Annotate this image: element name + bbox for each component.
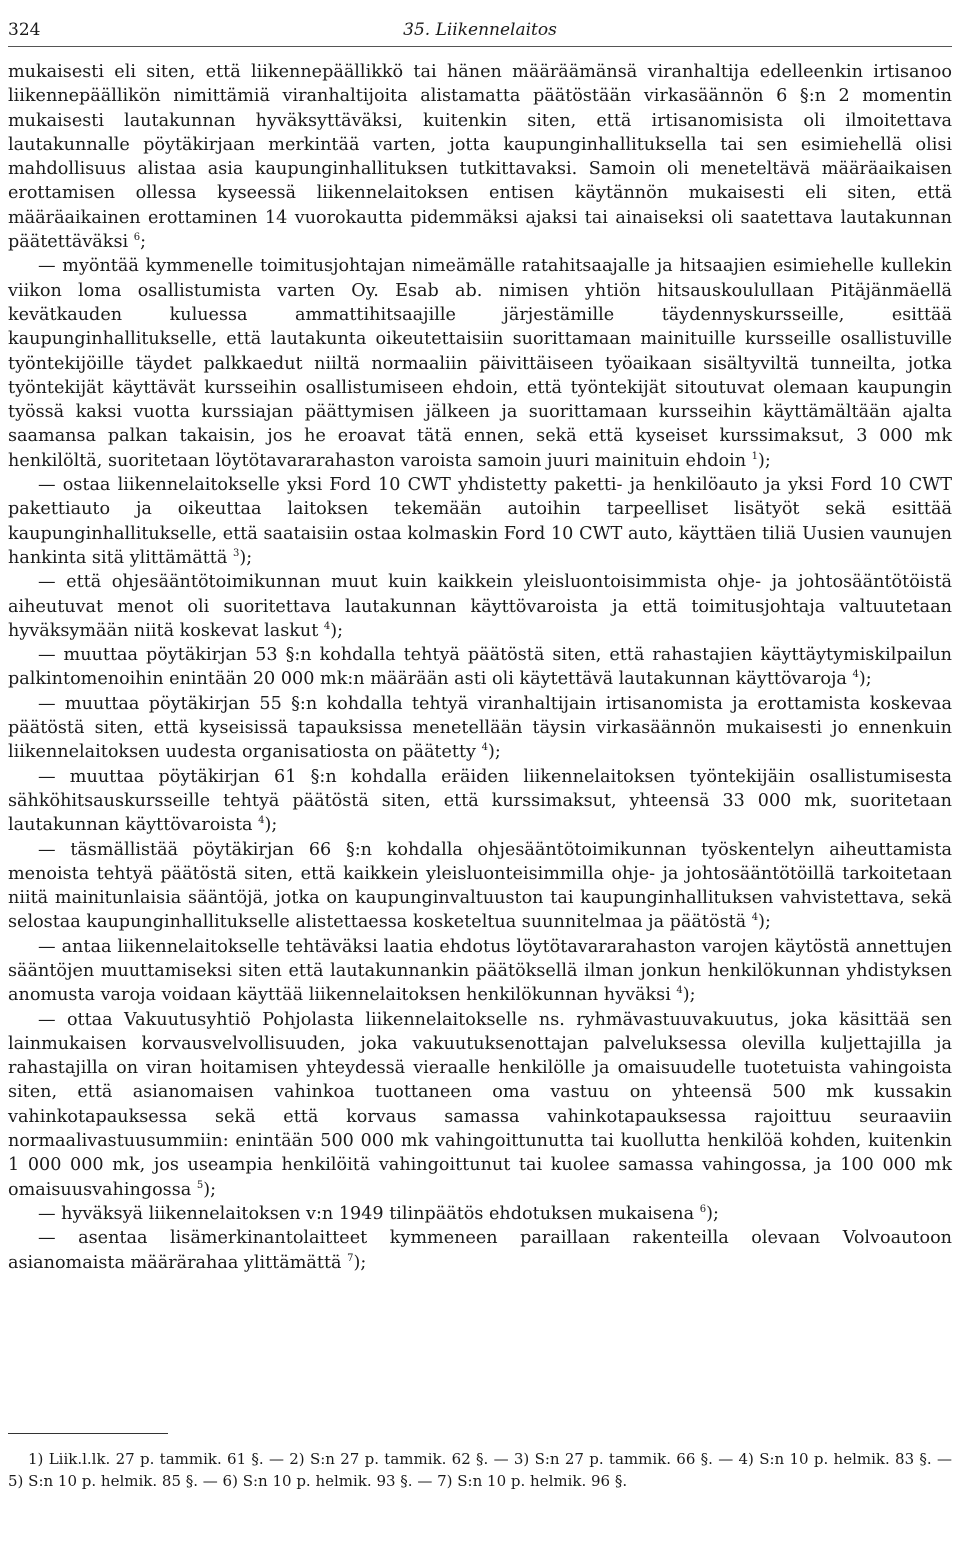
paragraph: — että ohjesääntötoimikunnan muut kuin kaikkein yleisluontoisimmista ohje- ja johtosääntötöistä aiheutuvat menot oli suoritettava lautakunnan käyttövaroista ja että toimitusjohtaja valtuutetaan hyväksymään niitä koskevat laskut $^4$);	[8, 572, 952, 641]
paragraph: — ostaa liikennelaitokselle yksi Ford 10 CWT yhdistetty paketti- ja henkilöauto ja yksi Ford 10 CWT pakettiauto ja oikeuttaa laitoksen tekemään autoihin tarpeelliset lisätyöt sekä esittää kaupunginhallitukselle, että saataisiin ostaa kolmaskin Ford 10 CWT auto, käyttäen tiliä Uusien vaunujen hankinta sitä ylittämättä $^3$);	[8, 475, 952, 568]
paragraph: — muuttaa pöytäkirjan 53 §:n kohdalla tehtyä päätöstä siten, että rahastajien käyttäytymiskilpailun palkintomenoihin enintään 20 000 mk:n määrään asti oli käytettävä lautakunnan käyttövaroja $^4$);	[8, 645, 952, 690]
footnote-ref: 3	[232, 547, 240, 559]
footnote-ref: 1	[751, 450, 759, 462]
footnote-rule	[8, 1433, 168, 1434]
page-header	[8, 14, 952, 48]
footnote-ref: 4	[852, 669, 859, 681]
footnote-ref: 7	[347, 1252, 354, 1264]
page-number: 324	[8, 20, 41, 40]
footnote-ref: 4	[323, 620, 331, 632]
paragraph: — asentaa lisämerkinantolaitteet kymmeneen paraillaan rakenteilla olevaan Volvoautoon asianomaista määrärahaa ylittämättä $^7$);	[8, 1228, 952, 1273]
footnote-text: 1) Liik.l.lk. 27 p. tammik. 61 §. — 2) S:n 27 p. tammik. 62 §. — 3) S:n 27 p. tammik. 66 §. — 4) S:n 10 p. helmik. 83 §. — 5) S:n 10 p. helmik. 85 §. — 6) S:n 10 p. helmik. 93 §. — 7) S:n 10 p. helmik. 96 §.	[8, 1450, 952, 1490]
footnote-ref: 6	[133, 232, 141, 244]
footnote-ref: 5	[196, 1179, 204, 1191]
paragraph: — antaa liikennelaitokselle tehtäväksi laatia ehdotus löytötavararahaston varojen käytöstä annettujen sääntöjen muuttamiseksi siten että lautakunnankin päätöksellä ilman jonkun henkilökunnan yhdistyksen anomusta varoja voidaan käyttää liikennelaitoksen henkilökunnan hyväksi $^4$);	[8, 936, 952, 1006]
paragraph: — täsmällistää pöytäkirjan 66 §:n kohdalla ohjesääntötoimikunnan työskentelyn aiheuttamista menoista tehtyä päätöstä siten, että kaikkein yleisluonteisimmilla ohje- ja johtosääntötöillä tarkoitetaan niitä mainitunlaisia sääntöjä, jotka on kaupunginvaltuuston tai kaupunginhallituksen vahvistettava, sekä selostaa kaupunginhallitukselle alistettaessa kosketeltua suunnitelmaa ja päätöstä $^4$);	[8, 839, 952, 933]
paragraph: — muuttaa pöytäkirjan 55 §:n kohdalla tehtyä viranhaltijain irtisanomista ja erottamista koskevaa päätöstä siten, että kyseisissä tapauksissa menetellään täysin virkasäännön mukaisesti jo ennenkuin liikennelaitoksen uudesta organisatiosta on päätetty $^4$);	[8, 693, 952, 763]
footnote-ref: 4	[751, 912, 759, 924]
running-head: 35. Liikennelaitos	[403, 20, 557, 40]
body-text	[8, 60, 952, 1275]
header-rule	[8, 46, 952, 47]
paragraph: — myöntää kymmenelle toimitusjohtajan nimeämälle ratahitsaajalle ja hitsaajien esimiehelle kullekin viikon loma osallistumista varten Oy. Esab ab. nimisen yhtiön hitsauskoulullaan Pitäjänmäellä kevätkauden kuluessa ammattihitsaajille järjestämille täydennyskursseille, esittää kaupunginhallitukselle, että lautakunta oikeutettaisiin suorittamaan mainituille kursseille osallistuville työntekijöille täydet palkkaedut niiltä normaaliin päivittäiseen työaikaan sisältyviltä tunneilta, jotka työntekijät käyttävät kursseihin osallistumiseen ehdoin, että työntekijät sitoutuvat olemaan kaupungin työssä kaksi vuotta kurssiajan päättymisen jälkeen ja suorittamaan kursseihin käyttämältään ajalta saamansa palkan takaisin, jos he eroavat tätä ennen, sekä että kyseiset kurssimaksut, 3 000 mk henkilöltä, suoritetaan löytötavararahaston varoista samoin juuri mainituin ehdoin $^1$);	[8, 256, 952, 471]
paragraph: — hyväksyä liikennelaitoksen v:n 1949 tilinpäätös ehdotuksen mukaisena $^6$);	[38, 1203, 719, 1224]
footnotes	[8, 1448, 952, 1492]
paragraph: — muuttaa pöytäkirjan 61 §:n kohdalla eräiden liikennelaitoksen työntekijäin osallistumisesta sähköhitsauskursseille tehtyä päätöstä siten, että kurssimaksut, yhteensä 33 000 mk, suoritetaan lautakunnan käyttövaroista $^4$);	[8, 766, 952, 836]
paragraph: mukaisesti eli siten, että liikennepäällikkö tai hänen määräämänsä viranhaltija edelleenkin irtisanoo liikennepäällikön nimittämiä viranhaltijoita alistamatta päätöstään virkasäännön 6 §:n 2 momentin mukaisesti lautakunnan hyväksyttäväksi, kuitenkin siten, että irtisanomisista oli ilmoitettava lautakunnalle pöytäkirjaan merkintää varten, jotta kaupunginhallituksella tai sen esimiehellä olisi mahdollisuus alistaa asia kaupunginhallituksen tutkittavaksi. Samoin oli meneteltävä määräaikaisen erottamisen ollessa kyseessä liikennelaitoksen entisen käytännön mukaisesti eli siten, että määräaikainen erottaminen 14 vuorokautta pidemmäksi ajaksi tai ainaiseksi oli saatettava lautakunnan päätettäväksi $^6$;	[8, 62, 952, 253]
paragraph: — ottaa Vakuutusyhtiö Pohjolasta liikennelaitokselle ns. ryhmävastuuvakuutus, joka käsittää sen lainmukaisen korvausvelvollisuuden, joka vakuutuksenottajan palveluksessa olevilla kuljettajilla ja rahastajilla on viran hoitamisen yhteydessä vieraalle henkilölle ja omaisuudelle tuotetuista vahingoista siten, että asianomaisen vahinkoa tuottaneen oma vastuu on yhteensä 500 mk kussakin vahinkotapauksessa sekä että korvaus samassa vahinkotapauksessa rajoittuu seuraaviin normaalivastuusummiin: enintään 500 000 mk vahingoittunutta tai kuollutta henkilöä kohden, kuitenkin 1 000 000 mk, jos useampia henkilöitä vahingoittunut tai kuolee samassa vahingossa, ja 100 000 mk omaisuusvahingossa $^5$);	[8, 1009, 952, 1200]
footnote-ref: 4	[481, 742, 488, 754]
footnote-ref: 4	[676, 985, 683, 997]
footnote-ref: 6	[699, 1203, 707, 1215]
footnote-ref: 4	[258, 815, 265, 827]
